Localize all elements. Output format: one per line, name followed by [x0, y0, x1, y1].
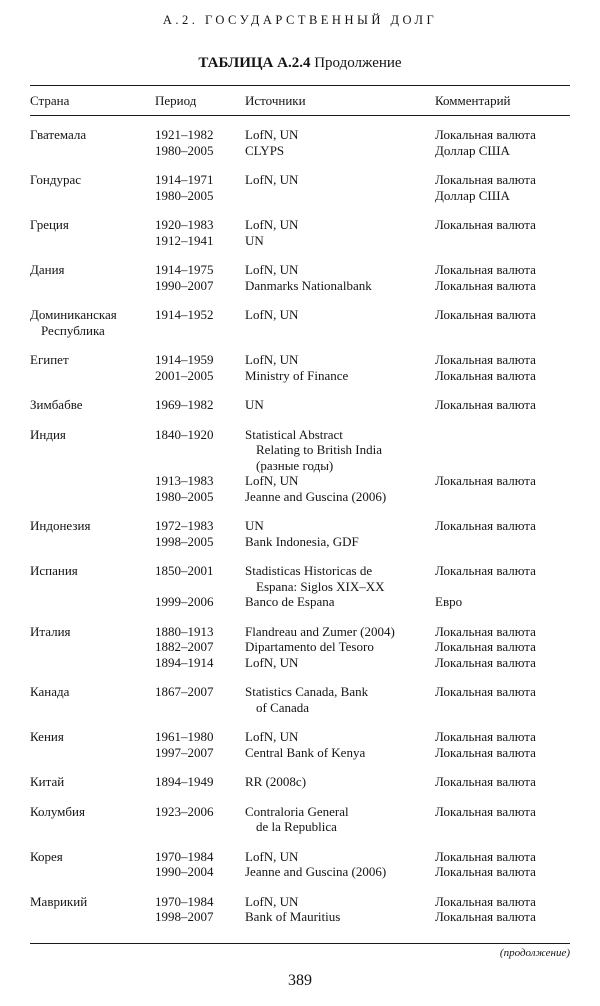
table-bottom-rule: [30, 943, 570, 944]
table-row-group: [30, 352, 570, 383]
column-header-comment: Комментарий: [435, 93, 511, 108]
comment-cell: Локальная валюта: [435, 623, 536, 639]
period-cell: [155, 700, 245, 716]
source-cell: Banco de Espana: [245, 594, 335, 609]
country-cell: [30, 278, 155, 294]
source-cell: LofN, UN: [245, 352, 299, 367]
table-row-group: [30, 172, 570, 203]
country-cell: [30, 864, 155, 880]
country-cell: Корея: [30, 848, 63, 864]
table-row-group: [30, 427, 570, 505]
table-row-group: [30, 624, 570, 671]
country-cell: Египет: [30, 352, 69, 367]
comment-cell: Локальная валюта: [435, 307, 536, 322]
country-cell: [30, 188, 155, 204]
country-cell: Италия: [30, 623, 71, 639]
comment-cell: [435, 489, 570, 505]
country-cell: [30, 579, 155, 595]
table-title-label: ТАБЛИЦА А.2.4: [198, 55, 311, 71]
comment-cell: [435, 819, 570, 835]
country-cell: [30, 745, 155, 761]
source-cell: [245, 188, 435, 204]
table-row-group: [30, 518, 570, 549]
country-cell: [30, 473, 155, 489]
period-cell: 1999–2006: [155, 594, 214, 609]
comment-cell: Локальная валюта: [435, 639, 536, 654]
country-cell: [30, 639, 155, 655]
comment-cell: [435, 427, 570, 443]
continuation-note: (продолжение): [499, 946, 570, 959]
debt-sources-table: [30, 85, 570, 959]
period-cell: 1990–2007: [155, 277, 214, 293]
country-cell: [30, 594, 155, 610]
period-cell: 1970–1984: [155, 848, 214, 864]
country-cell: [30, 534, 155, 550]
source-cell: de la Republica: [256, 819, 337, 834]
table-header-row: [30, 86, 570, 115]
country-cell: [30, 909, 155, 925]
period-cell: 1914–1952: [155, 307, 214, 322]
source-cell: Statistics Canada, Bank: [245, 684, 369, 699]
source-cell: LofN, UN: [245, 262, 299, 277]
comment-cell: Локальная валюта: [435, 774, 536, 789]
comment-cell: Локальная валюта: [435, 217, 536, 232]
source-cell: Espana: Siglos XIX–XX: [256, 578, 385, 594]
comment-cell: Локальная валюта: [435, 864, 536, 879]
comment-cell: Локальная валюта: [435, 744, 536, 760]
period-cell: 1850–2001: [155, 563, 214, 578]
comment-cell: Локальная валюта: [435, 729, 536, 744]
source-cell: of Canada: [256, 699, 310, 715]
source-cell: LofN, UN: [245, 127, 299, 142]
table-row-group: [30, 262, 570, 293]
country-cell: Колумбия: [30, 803, 85, 819]
country-cell: Испания: [30, 563, 78, 578]
period-cell: [155, 819, 245, 835]
country-cell: Китай: [30, 774, 65, 789]
period-cell: [155, 323, 245, 339]
period-cell: 1970–1984: [155, 893, 214, 909]
running-head: А.2. ГОСУДАРСТВЕННЫЙ ДОЛГ: [162, 13, 438, 27]
table-body: [30, 116, 570, 943]
comment-cell: [435, 442, 570, 458]
country-cell: Доминиканская: [30, 307, 117, 322]
source-cell: UN: [245, 518, 264, 533]
source-cell: UN: [245, 397, 264, 412]
comment-cell: Локальная валюта: [435, 473, 536, 488]
source-cell: Jeanne and Guscina (2006): [245, 488, 387, 504]
source-cell: LofN, UN: [245, 729, 299, 744]
period-cell: 1998–2007: [155, 909, 214, 924]
table-row-group: [30, 397, 570, 413]
country-cell: Канада: [30, 684, 70, 699]
comment-cell: Локальная валюта: [435, 127, 536, 142]
period-cell: [155, 442, 245, 458]
comment-cell: Локальная валюта: [435, 367, 536, 383]
table-row-group: [30, 894, 570, 925]
period-cell: 1894–1949: [155, 774, 214, 789]
table-row-group: [30, 684, 570, 715]
period-cell: 1882–2007: [155, 639, 214, 654]
comment-cell: Локальная валюта: [435, 893, 536, 909]
source-cell: UN: [245, 232, 264, 248]
period-cell: 1920–1983: [155, 217, 214, 232]
source-cell: Central Bank of Kenya: [245, 744, 366, 760]
country-cell: [30, 489, 155, 505]
source-cell: LofN, UN: [245, 172, 299, 187]
country-cell: Маврикий: [30, 893, 88, 909]
source-cell: Jeanne and Guscina (2006): [245, 864, 387, 879]
comment-cell: Локальная валюта: [435, 172, 536, 187]
period-cell: 1972–1983: [155, 518, 214, 533]
comment-cell: [435, 534, 570, 550]
period-cell: 2001–2005: [155, 367, 214, 383]
period-cell: [155, 458, 245, 474]
comment-cell: Локальная валюта: [435, 262, 536, 277]
column-header-period: Период: [155, 93, 197, 108]
country-cell: Греция: [30, 217, 69, 232]
period-cell: 1980–2005: [155, 142, 214, 158]
source-cell: LofN, UN: [245, 217, 299, 232]
table-row-group: [30, 127, 570, 158]
table-title-continuation: Продолжение: [314, 55, 402, 71]
comment-cell: Локальная валюта: [435, 352, 536, 367]
period-cell: 1880–1913: [155, 623, 214, 639]
period-cell: 1980–2005: [155, 488, 214, 504]
comment-cell: Евро: [435, 594, 463, 609]
country-cell: Кения: [30, 729, 64, 744]
comment-cell: Доллар США: [435, 187, 510, 203]
country-cell: [30, 143, 155, 159]
country-cell: [30, 458, 155, 474]
period-cell: 1894–1914: [155, 654, 214, 670]
source-cell: LofN, UN: [245, 654, 299, 670]
country-cell: [30, 819, 155, 835]
source-cell: Relating to British India: [256, 442, 383, 457]
source-cell: Ministry of Finance: [245, 367, 349, 383]
period-cell: 1969–1982: [155, 397, 214, 412]
table-row-group: [30, 774, 570, 790]
period-cell: 1913–1983: [155, 473, 214, 488]
period-cell: 1998–2005: [155, 533, 214, 549]
source-cell: Flandreau and Zumer (2004): [245, 623, 395, 639]
source-cell: Contraloria General: [245, 803, 349, 819]
period-cell: 1914–1975: [155, 262, 214, 277]
comment-cell: Локальная валюта: [435, 277, 536, 293]
comment-cell: Локальная валюта: [435, 654, 536, 670]
table-row-group: [30, 804, 570, 835]
country-cell: [30, 233, 155, 249]
source-cell: Danmarks Nationalbank: [245, 277, 372, 293]
source-cell: LofN, UN: [245, 893, 299, 909]
comment-cell: [435, 233, 570, 249]
source-cell: Dipartamento del Tesoro: [245, 639, 374, 654]
comment-cell: Локальная валюта: [435, 848, 536, 864]
comment-cell: [435, 458, 570, 474]
comment-cell: [435, 579, 570, 595]
period-cell: 1840–1920: [155, 426, 214, 442]
country-cell: Республика: [41, 322, 105, 338]
comment-cell: Локальная валюта: [435, 397, 536, 412]
period-cell: 1990–2004: [155, 864, 214, 879]
page-number: 389: [288, 972, 312, 989]
source-cell: RR (2008c): [245, 774, 307, 789]
comment-cell: [435, 700, 570, 716]
source-cell: (разные годы): [256, 457, 334, 473]
comment-cell: Локальная валюта: [435, 563, 536, 578]
table-row-group: [30, 563, 570, 610]
comment-cell: Локальная валюта: [435, 684, 536, 699]
country-cell: [30, 442, 155, 458]
table-row-group: [30, 729, 570, 760]
period-cell: 1912–1941: [155, 232, 214, 248]
period-cell: 1921–1982: [155, 127, 214, 142]
table-title: [0, 55, 600, 72]
table-row-group: [30, 307, 570, 338]
country-cell: Индия: [30, 426, 66, 442]
period-cell: [155, 579, 245, 595]
comment-cell: Локальная валюта: [435, 803, 536, 819]
source-cell: Stadisticas Historicas de: [245, 563, 373, 578]
country-cell: Зимбабве: [30, 397, 83, 412]
comment-cell: Локальная валюта: [435, 909, 536, 924]
source-cell: [245, 323, 435, 339]
table-row-group: [30, 217, 570, 248]
country-cell: Индонезия: [30, 518, 91, 533]
country-cell: Гондурас: [30, 172, 81, 187]
country-cell: [30, 700, 155, 716]
period-cell: 1961–1980: [155, 729, 214, 744]
country-cell: [30, 368, 155, 384]
comment-cell: [435, 323, 570, 339]
country-cell: Гватемала: [30, 127, 87, 142]
comment-cell: Доллар США: [435, 142, 510, 158]
source-cell: CLYPS: [245, 142, 285, 158]
source-cell: LofN, UN: [245, 307, 299, 322]
period-cell: 1980–2005: [155, 187, 214, 203]
source-cell: LofN, UN: [245, 848, 299, 864]
period-cell: 1997–2007: [155, 744, 214, 760]
country-cell: [30, 655, 155, 671]
period-cell: 1923–2006: [155, 803, 214, 819]
source-cell: Bank of Mauritius: [245, 909, 341, 924]
source-cell: LofN, UN: [245, 473, 299, 488]
period-cell: 1914–1971: [155, 172, 214, 187]
table-row-group: [30, 849, 570, 880]
country-cell: Дания: [30, 262, 65, 277]
column-header-country: Страна: [30, 93, 70, 108]
column-header-sources: Источники: [245, 93, 306, 108]
period-cell: 1914–1959: [155, 352, 214, 367]
source-cell: Statistical Abstract: [245, 426, 343, 442]
period-cell: 1867–2007: [155, 684, 214, 699]
source-cell: Bank Indonesia, GDF: [245, 533, 359, 549]
comment-cell: Локальная валюта: [435, 518, 536, 533]
